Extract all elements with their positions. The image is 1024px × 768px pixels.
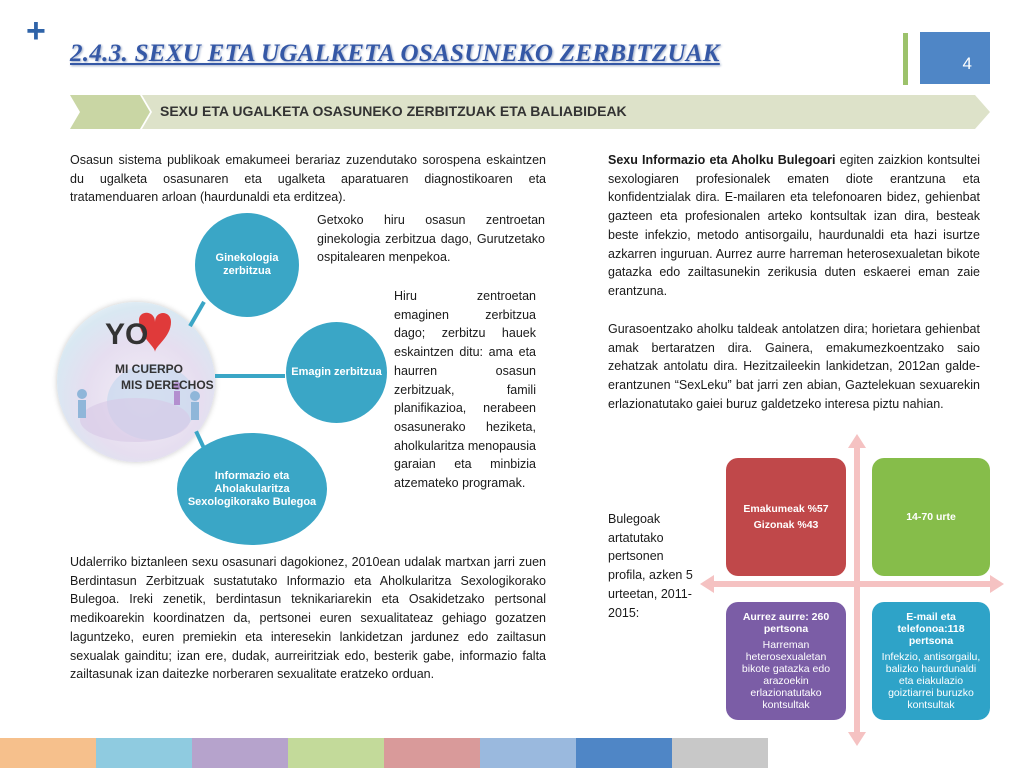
image-text-derechos: MIS DERECHOS (121, 378, 214, 392)
footer-color-block (384, 738, 480, 768)
footer-color-block (288, 738, 384, 768)
footer-color-block (480, 738, 576, 768)
plus-icon: + (26, 12, 46, 50)
circle-ginekologia: Ginekologia zerbitzua (195, 213, 299, 317)
quadrant-email-phone-body: Infekzio, antisorgailu, balizko haurdunaldi eta eiakulazio goiztiarrei buruzko kontsultak (881, 651, 981, 711)
footer-color-block (192, 738, 288, 768)
quadrant-age (872, 458, 990, 576)
right-paragraph-2: Gurasoentzako aholku taldeak antolatzen dira; horietara gehienbat amak bertaratzen dira. Gainera, emakumezkoentzako saio zehatzak antolatu dira. Hezitzaileekin lankidetzan, 2012an galde-erantzunen “SexLeku” bat jarri zen abian, Gaztelekuan sexuarekin erlazionatutako gaiei buruz galdetzeko interesa piztu nahian. (608, 322, 980, 411)
quadrant-email-phone (872, 602, 990, 720)
connector-line (215, 374, 285, 378)
quadrant-in-person-title: Aurrez aurre: 260 pertsona (742, 611, 830, 635)
circle-informazio-bulegoa: Informazio eta Aholakularitza Sexologikorako Bulegoa (177, 433, 327, 545)
ginekologia-note: Getxoko hiru osasun zentroetan ginekologia zerbitzua dago, Gurutzetako ospitalearen menpekoa. (317, 213, 545, 265)
quadrant-in-person (726, 602, 846, 720)
quadrant-in-person-body: Harreman heterosexualetan bikote gatazka edo arazoekin erlazionatutako kontsultak (741, 639, 831, 711)
right-paragraph-1-text: egiten zaizkion kontsultei sexologiaren profesionalek ematen diote erantzuna eta konfidentzialak dira. E-mailaren eta telefonoaren bidez, gehienbat gazteen eta profesionalen arteko kontsultak izan dira, besteak beste infekzio, metodo antisorgailu, haurdunaldi eta hazi isurtze azkarren inguruan. Aurrez aurre harreman heterosexualetan bikote gatazka edo zailtasunekin zerikusia duten eskaerei eman zaie erantzuna. (608, 153, 980, 298)
footer-color-block (576, 738, 672, 768)
image-text-cuerpo: MI CUERPO (115, 362, 184, 376)
quadrant-gender (726, 458, 846, 576)
quadrant-gender-men: Gizonak %43 (753, 519, 819, 531)
banner-label: SEXU ETA UGALKETA OSASUNEKO ZERBITZUAK ETA BALIABIDEAK (160, 103, 627, 119)
bottom-paragraph: Udalerriko biztanleen sexu osasunari dagokionez, 2010ean udalak martxan jarri zuen Berdintasun Zerbitzuak sustatutako Informazio eta Aholkularitza Sexologikorako Bulegoa. Ireki zenetik, berdintasun teknikariarekin eta Osakidetzako pertsonal medikoarekin koordinatzen da, pertsonei euren sexualitateaz gehiago gozatzen laguntzeko, euren premiekin eta interesekin lankidetzan jardunez edo zailtasun sexualak gainditu; izan ere, dudak, aurreiritziak edo, besterik gabe, informazio falta zailtasunak izan daitezke norberaren sexualitate eratzeko orduan. (70, 555, 546, 682)
page-number: 4 (962, 54, 972, 73)
right-paragraph-1 (608, 151, 980, 301)
quadrant-gender-women: Emakumeak %57 (743, 503, 829, 515)
image-text-yo: YO (105, 318, 149, 351)
footer-color-block (96, 738, 192, 768)
office-name: Sexu Informazio eta Aholku Bulegoari (608, 153, 836, 167)
circle-emagin: Emagin zerbitzua (286, 322, 387, 423)
quadrant-email-phone-title: E-mail eta telefonoa:118 pertsona (897, 611, 965, 647)
quadrant-age-range: 14-70 urte (906, 511, 956, 523)
intro-paragraph: Osasun sistema publikoak emakumeei berariaz zuzendutako sorospena eskaintzen du ugalketa osasunaren eta ugalketa aparatuaren diagnostikoaren eta tratamenduaren arloan (haurdunaldi eta erditzea). (70, 153, 546, 205)
emagin-note: Hiru zentroetan emaginen zerbitzua dago; zerbitzu hauek eskaintzen ditu: ama eta haurren osasun zerbitzuak, famili planifikazioa, nerabeen osasunerako heziketa, aholkularitza menopausia garaian eta minbizia atzemateko programak. (394, 289, 536, 491)
footer-color-block (672, 738, 768, 768)
header-divider (903, 33, 908, 85)
page-number-box (920, 32, 990, 84)
profile-label: Bulegoak artatutako pertsonen profila, azken 5 urteetan, 2011-2015: (608, 512, 693, 620)
page-title: 2.4.3. SEXU ETA UGALKETA OSASUNEKO ZERBITZUAK (70, 40, 720, 67)
footer-color-block (0, 738, 96, 768)
